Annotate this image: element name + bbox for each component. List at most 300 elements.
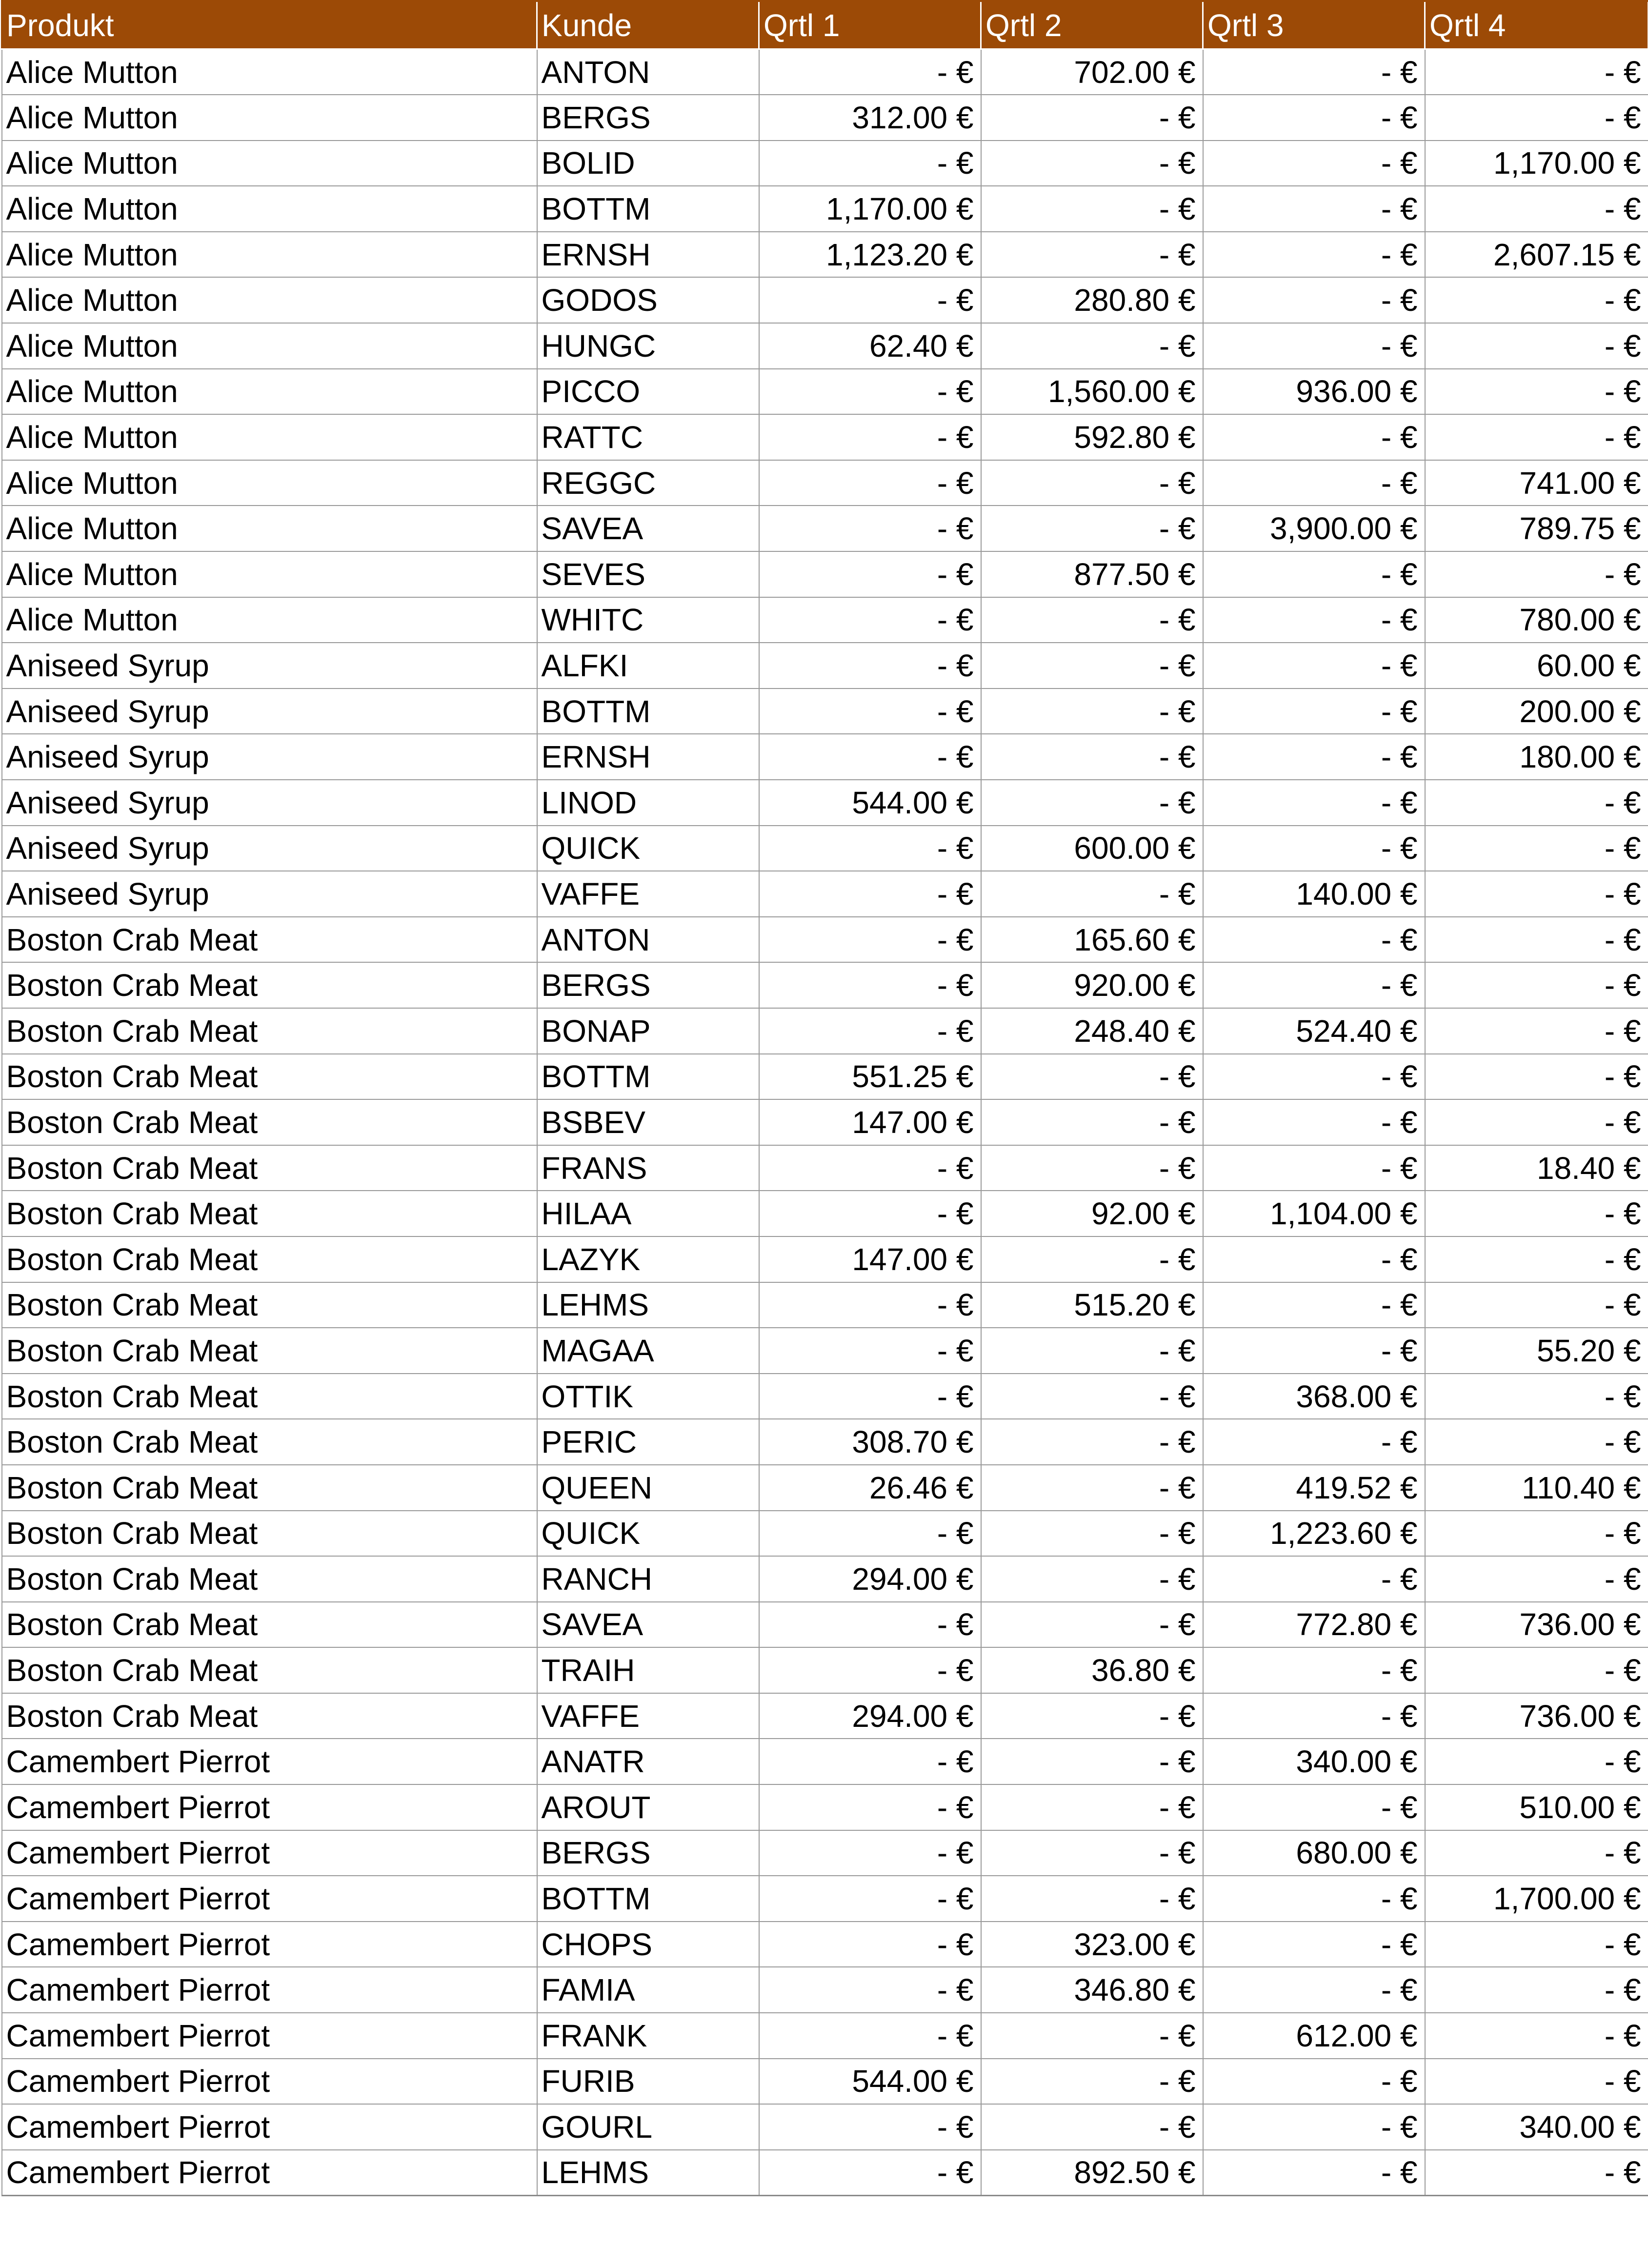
column-header-produkt[interactable]: Produkt — [2, 1, 537, 49]
cell-produkt[interactable]: Alice Mutton — [2, 597, 537, 643]
cell-qrtl-3[interactable]: - € — [1203, 2104, 1425, 2150]
cell-qrtl-2[interactable]: - € — [981, 1693, 1203, 1739]
cell-qrtl-3[interactable]: 140.00 € — [1203, 871, 1425, 917]
cell-produkt[interactable]: Boston Crab Meat — [2, 1328, 537, 1374]
cell-qrtl-1[interactable]: 544.00 € — [759, 780, 981, 826]
cell-qrtl-3[interactable]: - € — [1203, 2059, 1425, 2105]
cell-kunde[interactable]: PICCO — [537, 369, 759, 415]
cell-qrtl-4[interactable]: - € — [1425, 1008, 1648, 1054]
cell-qrtl-4[interactable]: - € — [1425, 826, 1648, 871]
cell-qrtl-1[interactable]: - € — [759, 1830, 981, 1876]
cell-qrtl-1[interactable]: - € — [759, 1876, 981, 1922]
cell-qrtl-2[interactable]: - € — [981, 141, 1203, 186]
cell-qrtl-1[interactable]: 26.46 € — [759, 1465, 981, 1511]
cell-produkt[interactable]: Boston Crab Meat — [2, 1602, 537, 1648]
cell-kunde[interactable]: LAZYK — [537, 1236, 759, 1282]
cell-kunde[interactable]: BERGS — [537, 95, 759, 141]
cell-qrtl-4[interactable]: 55.20 € — [1425, 1328, 1648, 1374]
cell-qrtl-2[interactable]: - € — [981, 1784, 1203, 1830]
cell-qrtl-2[interactable]: - € — [981, 1739, 1203, 1784]
cell-qrtl-4[interactable]: 180.00 € — [1425, 734, 1648, 780]
cell-produkt[interactable]: Boston Crab Meat — [2, 1282, 537, 1328]
cell-produkt[interactable]: Camembert Pierrot — [2, 2059, 537, 2105]
cell-kunde[interactable]: ANTON — [537, 49, 759, 95]
cell-produkt[interactable]: Camembert Pierrot — [2, 2013, 537, 2059]
cell-qrtl-2[interactable]: - € — [981, 643, 1203, 688]
cell-qrtl-2[interactable]: - € — [981, 186, 1203, 232]
cell-qrtl-4[interactable]: 741.00 € — [1425, 460, 1648, 506]
cell-kunde[interactable]: BONAP — [537, 1008, 759, 1054]
cell-qrtl-2[interactable]: 892.50 € — [981, 2150, 1203, 2196]
cell-qrtl-3[interactable]: - € — [1203, 1145, 1425, 1191]
cell-qrtl-3[interactable]: - € — [1203, 1054, 1425, 1100]
cell-qrtl-2[interactable]: 592.80 € — [981, 414, 1203, 460]
cell-qrtl-2[interactable]: - € — [981, 460, 1203, 506]
column-header-qrtl-2[interactable]: Qrtl 2 — [981, 1, 1203, 49]
cell-qrtl-2[interactable]: 36.80 € — [981, 1647, 1203, 1693]
cell-produkt[interactable]: Aniseed Syrup — [2, 643, 537, 688]
cell-qrtl-2[interactable]: - € — [981, 1876, 1203, 1922]
cell-qrtl-2[interactable]: - € — [981, 1830, 1203, 1876]
cell-qrtl-2[interactable]: - € — [981, 232, 1203, 278]
cell-kunde[interactable]: ANATR — [537, 1739, 759, 1784]
cell-qrtl-4[interactable]: 200.00 € — [1425, 688, 1648, 734]
cell-qrtl-4[interactable]: 780.00 € — [1425, 597, 1648, 643]
cell-qrtl-1[interactable]: - € — [759, 506, 981, 551]
cell-qrtl-1[interactable]: - € — [759, 369, 981, 415]
cell-qrtl-1[interactable]: 312.00 € — [759, 95, 981, 141]
cell-qrtl-2[interactable]: - € — [981, 506, 1203, 551]
cell-qrtl-4[interactable]: - € — [1425, 1922, 1648, 1967]
cell-qrtl-4[interactable]: - € — [1425, 871, 1648, 917]
cell-produkt[interactable]: Alice Mutton — [2, 551, 537, 597]
cell-qrtl-2[interactable]: - € — [981, 1099, 1203, 1145]
cell-kunde[interactable]: SAVEA — [537, 506, 759, 551]
cell-kunde[interactable]: ALFKI — [537, 643, 759, 688]
cell-produkt[interactable]: Boston Crab Meat — [2, 917, 537, 963]
table-row — [2, 688, 1648, 734]
cell-qrtl-1[interactable]: - € — [759, 460, 981, 506]
cell-kunde[interactable]: BSBEV — [537, 1099, 759, 1145]
cell-qrtl-3[interactable]: - € — [1203, 2150, 1425, 2196]
cell-qrtl-4[interactable]: - € — [1425, 1191, 1648, 1236]
cell-produkt[interactable]: Boston Crab Meat — [2, 1099, 537, 1145]
cell-qrtl-4[interactable]: - € — [1425, 323, 1648, 369]
cell-produkt[interactable]: Camembert Pierrot — [2, 2150, 537, 2196]
cell-qrtl-3[interactable]: - € — [1203, 962, 1425, 1008]
cell-qrtl-2[interactable]: - € — [981, 1602, 1203, 1648]
cell-qrtl-3[interactable]: - € — [1203, 460, 1425, 506]
cell-produkt[interactable]: Boston Crab Meat — [2, 1419, 537, 1465]
cell-qrtl-1[interactable]: 147.00 € — [759, 1099, 981, 1145]
cell-qrtl-4[interactable]: - € — [1425, 186, 1648, 232]
cell-qrtl-2[interactable]: 323.00 € — [981, 1922, 1203, 1967]
cell-qrtl-3[interactable]: - € — [1203, 414, 1425, 460]
cell-qrtl-1[interactable]: - € — [759, 1145, 981, 1191]
column-header-kunde[interactable]: Kunde — [537, 1, 759, 49]
cell-qrtl-1[interactable]: - € — [759, 643, 981, 688]
cell-qrtl-2[interactable]: - € — [981, 2013, 1203, 2059]
cell-qrtl-4[interactable]: - € — [1425, 1739, 1648, 1784]
cell-produkt[interactable]: Camembert Pierrot — [2, 1922, 537, 1967]
header-row — [2, 1, 1648, 49]
cell-qrtl-3[interactable]: - € — [1203, 141, 1425, 186]
cell-qrtl-3[interactable]: - € — [1203, 277, 1425, 323]
cell-kunde[interactable]: BERGS — [537, 1830, 759, 1876]
cell-qrtl-2[interactable]: 515.20 € — [981, 1282, 1203, 1328]
cell-qrtl-4[interactable]: 736.00 € — [1425, 1693, 1648, 1739]
cell-qrtl-1[interactable]: 62.40 € — [759, 323, 981, 369]
cell-produkt[interactable]: Boston Crab Meat — [2, 1511, 537, 1557]
cell-qrtl-2[interactable]: 346.80 € — [981, 1967, 1203, 2013]
cell-produkt[interactable]: Alice Mutton — [2, 277, 537, 323]
cell-qrtl-1[interactable]: - € — [759, 734, 981, 780]
table-row — [2, 1693, 1648, 1739]
cell-qrtl-3[interactable]: - € — [1203, 1282, 1425, 1328]
cell-qrtl-3[interactable]: - € — [1203, 551, 1425, 597]
cell-qrtl-4[interactable]: - € — [1425, 1054, 1648, 1100]
table-row — [2, 1374, 1648, 1419]
table-row — [2, 780, 1648, 826]
cell-qrtl-2[interactable]: - € — [981, 1511, 1203, 1557]
cell-produkt[interactable]: Aniseed Syrup — [2, 734, 537, 780]
cell-kunde[interactable]: HUNGC — [537, 323, 759, 369]
cell-qrtl-3[interactable]: - € — [1203, 232, 1425, 278]
cell-qrtl-2[interactable]: - € — [981, 734, 1203, 780]
cell-produkt[interactable]: Boston Crab Meat — [2, 1556, 537, 1602]
cell-qrtl-3[interactable]: - € — [1203, 95, 1425, 141]
cell-qrtl-4[interactable]: - € — [1425, 551, 1648, 597]
cell-kunde[interactable]: REGGC — [537, 460, 759, 506]
cell-qrtl-2[interactable]: - € — [981, 1465, 1203, 1511]
cell-kunde[interactable]: ERNSH — [537, 232, 759, 278]
cell-qrtl-2[interactable]: - € — [981, 2059, 1203, 2105]
cell-qrtl-2[interactable]: - € — [981, 1374, 1203, 1419]
table-row — [2, 1236, 1648, 1282]
cell-qrtl-2[interactable]: 1,560.00 € — [981, 369, 1203, 415]
cell-kunde[interactable]: ERNSH — [537, 734, 759, 780]
cell-qrtl-2[interactable]: - € — [981, 780, 1203, 826]
cell-kunde[interactable]: LEHMS — [537, 1282, 759, 1328]
cell-qrtl-4[interactable]: - € — [1425, 1236, 1648, 1282]
cell-produkt[interactable]: Camembert Pierrot — [2, 1967, 537, 2013]
cell-produkt[interactable]: Aniseed Syrup — [2, 780, 537, 826]
cell-kunde[interactable]: LINOD — [537, 780, 759, 826]
cell-kunde[interactable]: VAFFE — [537, 1693, 759, 1739]
cell-qrtl-3[interactable]: - € — [1203, 1693, 1425, 1739]
cell-qrtl-3[interactable]: - € — [1203, 1328, 1425, 1374]
cell-qrtl-1[interactable]: - € — [759, 1784, 981, 1830]
cell-qrtl-2[interactable]: - € — [981, 95, 1203, 141]
cell-kunde[interactable]: FAMIA — [537, 1967, 759, 2013]
cell-kunde[interactable]: BERGS — [537, 962, 759, 1008]
table-row — [2, 1282, 1648, 1328]
cell-qrtl-3[interactable]: - € — [1203, 323, 1425, 369]
cell-qrtl-4[interactable]: 340.00 € — [1425, 2104, 1648, 2150]
cell-qrtl-4[interactable]: - € — [1425, 369, 1648, 415]
cell-kunde[interactable]: BOTTM — [537, 1876, 759, 1922]
cell-produkt[interactable]: Boston Crab Meat — [2, 1145, 537, 1191]
cell-qrtl-4[interactable]: - € — [1425, 1374, 1648, 1419]
table-row — [2, 95, 1648, 141]
cell-kunde[interactable]: MAGAA — [537, 1328, 759, 1374]
cell-qrtl-1[interactable]: - € — [759, 1922, 981, 1967]
cell-kunde[interactable]: BOTTM — [537, 186, 759, 232]
cell-qrtl-4[interactable]: 789.75 € — [1425, 506, 1648, 551]
cell-qrtl-4[interactable]: - € — [1425, 917, 1648, 963]
cell-qrtl-3[interactable]: 680.00 € — [1203, 1830, 1425, 1876]
cell-qrtl-3[interactable]: 340.00 € — [1203, 1739, 1425, 1784]
cell-kunde[interactable]: AROUT — [537, 1784, 759, 1830]
cell-produkt[interactable]: Boston Crab Meat — [2, 1374, 537, 1419]
cell-produkt[interactable]: Alice Mutton — [2, 323, 537, 369]
cell-kunde[interactable]: LEHMS — [537, 2150, 759, 2196]
column-header-qrtl-1[interactable]: Qrtl 1 — [759, 1, 981, 49]
cell-qrtl-4[interactable]: - € — [1425, 1419, 1648, 1465]
cell-qrtl-2[interactable]: - € — [981, 688, 1203, 734]
cell-qrtl-2[interactable]: - € — [981, 2104, 1203, 2150]
cell-qrtl-3[interactable]: - € — [1203, 826, 1425, 871]
cell-kunde[interactable]: GODOS — [537, 277, 759, 323]
cell-qrtl-3[interactable]: 3,900.00 € — [1203, 506, 1425, 551]
cell-kunde[interactable]: WHITC — [537, 597, 759, 643]
cell-qrtl-3[interactable]: - € — [1203, 1922, 1425, 1967]
cell-qrtl-4[interactable]: - € — [1425, 277, 1648, 323]
cell-qrtl-2[interactable]: - € — [981, 323, 1203, 369]
cell-kunde[interactable]: SAVEA — [537, 1602, 759, 1648]
cell-produkt[interactable]: Alice Mutton — [2, 369, 537, 415]
cell-qrtl-4[interactable]: - € — [1425, 2013, 1648, 2059]
cell-produkt[interactable]: Aniseed Syrup — [2, 871, 537, 917]
cell-qrtl-1[interactable]: - € — [759, 962, 981, 1008]
column-header-qrtl-3[interactable]: Qrtl 3 — [1203, 1, 1425, 49]
cell-produkt[interactable]: Alice Mutton — [2, 460, 537, 506]
cell-kunde[interactable]: BOTTM — [537, 688, 759, 734]
cell-kunde[interactable]: BOTTM — [537, 1054, 759, 1100]
table-row — [2, 597, 1648, 643]
cell-kunde[interactable]: QUEEN — [537, 1465, 759, 1511]
cell-qrtl-3[interactable]: - € — [1203, 917, 1425, 963]
cell-kunde[interactable]: QUICK — [537, 826, 759, 871]
cell-produkt[interactable]: Alice Mutton — [2, 95, 537, 141]
cell-produkt[interactable]: Boston Crab Meat — [2, 962, 537, 1008]
cell-produkt[interactable]: Alice Mutton — [2, 141, 537, 186]
cell-qrtl-4[interactable]: 110.40 € — [1425, 1465, 1648, 1511]
cell-qrtl-4[interactable]: 18.40 € — [1425, 1145, 1648, 1191]
table-row — [2, 323, 1648, 369]
cell-qrtl-1[interactable]: - € — [759, 688, 981, 734]
cell-qrtl-3[interactable]: 612.00 € — [1203, 2013, 1425, 2059]
cell-qrtl-2[interactable]: - € — [981, 1236, 1203, 1282]
cell-kunde[interactable]: QUICK — [537, 1511, 759, 1557]
cell-qrtl-1[interactable]: - € — [759, 414, 981, 460]
cell-qrtl-2[interactable]: - € — [981, 871, 1203, 917]
cell-produkt[interactable]: Camembert Pierrot — [2, 2104, 537, 2150]
cell-qrtl-4[interactable]: - € — [1425, 780, 1648, 826]
cell-qrtl-4[interactable]: 510.00 € — [1425, 1784, 1648, 1830]
cell-kunde[interactable]: TRAIH — [537, 1647, 759, 1693]
cell-qrtl-1[interactable]: - € — [759, 917, 981, 963]
cell-qrtl-1[interactable]: 294.00 € — [759, 1556, 981, 1602]
cell-qrtl-4[interactable]: - € — [1425, 1556, 1648, 1602]
cell-qrtl-3[interactable]: - € — [1203, 688, 1425, 734]
table-row — [2, 551, 1648, 597]
cell-qrtl-2[interactable]: - € — [981, 1054, 1203, 1100]
cell-qrtl-2[interactable]: - € — [981, 1556, 1203, 1602]
cell-qrtl-1[interactable]: - € — [759, 1328, 981, 1374]
cell-qrtl-1[interactable]: - € — [759, 141, 981, 186]
cell-qrtl-3[interactable]: 419.52 € — [1203, 1465, 1425, 1511]
cell-produkt[interactable]: Camembert Pierrot — [2, 1784, 537, 1830]
cell-qrtl-1[interactable]: - € — [759, 1647, 981, 1693]
cell-qrtl-1[interactable]: 1,123.20 € — [759, 232, 981, 278]
cell-qrtl-3[interactable]: 524.40 € — [1203, 1008, 1425, 1054]
cell-produkt[interactable]: Camembert Pierrot — [2, 1876, 537, 1922]
cell-qrtl-1[interactable]: - € — [759, 2150, 981, 2196]
cell-qrtl-3[interactable]: - € — [1203, 1419, 1425, 1465]
cell-qrtl-1[interactable]: - € — [759, 597, 981, 643]
cell-qrtl-2[interactable]: 248.40 € — [981, 1008, 1203, 1054]
cell-qrtl-4[interactable]: - € — [1425, 1099, 1648, 1145]
cell-qrtl-2[interactable]: 165.60 € — [981, 917, 1203, 963]
cell-qrtl-3[interactable]: 1,223.60 € — [1203, 1511, 1425, 1557]
cell-produkt[interactable]: Boston Crab Meat — [2, 1647, 537, 1693]
cell-qrtl-1[interactable]: - € — [759, 1191, 981, 1236]
cell-qrtl-4[interactable]: - € — [1425, 1511, 1648, 1557]
cell-kunde[interactable]: HILAA — [537, 1191, 759, 1236]
cell-produkt[interactable]: Alice Mutton — [2, 414, 537, 460]
cell-qrtl-1[interactable]: 308.70 € — [759, 1419, 981, 1465]
cell-qrtl-1[interactable]: - € — [759, 1008, 981, 1054]
cell-qrtl-1[interactable]: - € — [759, 2013, 981, 2059]
cell-kunde[interactable]: OTTIK — [537, 1374, 759, 1419]
cell-qrtl-1[interactable]: - € — [759, 1511, 981, 1557]
cell-qrtl-1[interactable]: 294.00 € — [759, 1693, 981, 1739]
cell-qrtl-4[interactable]: - € — [1425, 2059, 1648, 2105]
cell-qrtl-3[interactable]: - € — [1203, 734, 1425, 780]
cell-produkt[interactable]: Boston Crab Meat — [2, 1693, 537, 1739]
cell-qrtl-1[interactable]: - € — [759, 826, 981, 871]
cell-qrtl-3[interactable]: - € — [1203, 597, 1425, 643]
cell-qrtl-1[interactable]: - € — [759, 1602, 981, 1648]
cell-qrtl-1[interactable]: - € — [759, 1739, 981, 1784]
cell-qrtl-4[interactable]: - € — [1425, 414, 1648, 460]
cell-qrtl-1[interactable]: - € — [759, 1282, 981, 1328]
cell-qrtl-3[interactable]: - € — [1203, 1647, 1425, 1693]
cell-qrtl-3[interactable]: - € — [1203, 1556, 1425, 1602]
cell-produkt[interactable]: Boston Crab Meat — [2, 1054, 537, 1100]
cell-qrtl-3[interactable]: - € — [1203, 1876, 1425, 1922]
cell-qrtl-4[interactable]: - € — [1425, 1967, 1648, 2013]
cell-produkt[interactable]: Boston Crab Meat — [2, 1008, 537, 1054]
cell-kunde[interactable]: BOLID — [537, 141, 759, 186]
cell-kunde[interactable]: FRANK — [537, 2013, 759, 2059]
cell-qrtl-1[interactable]: - € — [759, 551, 981, 597]
cell-qrtl-2[interactable]: 877.50 € — [981, 551, 1203, 597]
cell-qrtl-1[interactable]: - € — [759, 277, 981, 323]
cell-qrtl-1[interactable]: 551.25 € — [759, 1054, 981, 1100]
cell-qrtl-4[interactable]: 736.00 € — [1425, 1602, 1648, 1648]
cell-qrtl-4[interactable]: 1,170.00 € — [1425, 141, 1648, 186]
cell-qrtl-4[interactable]: - € — [1425, 1647, 1648, 1693]
cell-qrtl-3[interactable]: - € — [1203, 1236, 1425, 1282]
cell-qrtl-3[interactable]: - € — [1203, 643, 1425, 688]
cell-kunde[interactable]: GOURL — [537, 2104, 759, 2150]
cell-kunde[interactable]: PERIC — [537, 1419, 759, 1465]
cell-qrtl-3[interactable]: - € — [1203, 49, 1425, 95]
cell-qrtl-2[interactable]: 280.80 € — [981, 277, 1203, 323]
cell-qrtl-3[interactable]: 368.00 € — [1203, 1374, 1425, 1419]
cell-kunde[interactable]: VAFFE — [537, 871, 759, 917]
cell-produkt[interactable]: Alice Mutton — [2, 186, 537, 232]
cell-qrtl-2[interactable]: - € — [981, 1328, 1203, 1374]
cell-qrtl-3[interactable]: 772.80 € — [1203, 1602, 1425, 1648]
cell-kunde[interactable]: SEVES — [537, 551, 759, 597]
cell-produkt[interactable]: Boston Crab Meat — [2, 1465, 537, 1511]
cell-qrtl-4[interactable]: - € — [1425, 962, 1648, 1008]
cell-qrtl-3[interactable]: - € — [1203, 1784, 1425, 1830]
cell-produkt[interactable]: Boston Crab Meat — [2, 1236, 537, 1282]
cell-qrtl-4[interactable]: 60.00 € — [1425, 643, 1648, 688]
cell-qrtl-2[interactable]: 920.00 € — [981, 962, 1203, 1008]
cell-qrtl-1[interactable]: - € — [759, 49, 981, 95]
cell-qrtl-4[interactable]: 2,607.15 € — [1425, 232, 1648, 278]
cell-qrtl-2[interactable]: 92.00 € — [981, 1191, 1203, 1236]
cell-qrtl-2[interactable]: - € — [981, 597, 1203, 643]
cell-qrtl-1[interactable]: - € — [759, 871, 981, 917]
column-header-qrtl-4[interactable]: Qrtl 4 — [1425, 1, 1648, 49]
cell-qrtl-1[interactable]: 1,170.00 € — [759, 186, 981, 232]
cell-qrtl-4[interactable]: - € — [1425, 49, 1648, 95]
cell-qrtl-4[interactable]: - € — [1425, 1830, 1648, 1876]
cell-qrtl-3[interactable]: - € — [1203, 780, 1425, 826]
cell-qrtl-4[interactable]: - € — [1425, 2150, 1648, 2196]
cell-qrtl-1[interactable]: - € — [759, 1374, 981, 1419]
cell-qrtl-1[interactable]: - € — [759, 2104, 981, 2150]
cell-qrtl-2[interactable]: 600.00 € — [981, 826, 1203, 871]
cell-qrtl-1[interactable]: 147.00 € — [759, 1236, 981, 1282]
cell-kunde[interactable]: FRANS — [537, 1145, 759, 1191]
cell-kunde[interactable]: ANTON — [537, 917, 759, 963]
cell-kunde[interactable]: CHOPS — [537, 1922, 759, 1967]
cell-kunde[interactable]: RANCH — [537, 1556, 759, 1602]
cell-produkt[interactable]: Camembert Pierrot — [2, 1830, 537, 1876]
cell-kunde[interactable]: RATTC — [537, 414, 759, 460]
cell-qrtl-4[interactable]: - € — [1425, 1282, 1648, 1328]
cell-qrtl-3[interactable]: - € — [1203, 1967, 1425, 2013]
cell-produkt[interactable]: Boston Crab Meat — [2, 1191, 537, 1236]
cell-qrtl-2[interactable]: - € — [981, 1145, 1203, 1191]
cell-qrtl-3[interactable]: 936.00 € — [1203, 369, 1425, 415]
cell-produkt[interactable]: Alice Mutton — [2, 232, 537, 278]
cell-qrtl-3[interactable]: - € — [1203, 1099, 1425, 1145]
cell-qrtl-3[interactable]: - € — [1203, 186, 1425, 232]
cell-qrtl-4[interactable]: - € — [1425, 95, 1648, 141]
cell-qrtl-2[interactable]: 702.00 € — [981, 49, 1203, 95]
cell-produkt[interactable]: Camembert Pierrot — [2, 1739, 537, 1784]
cell-qrtl-1[interactable]: - € — [759, 1967, 981, 2013]
cell-qrtl-3[interactable]: 1,104.00 € — [1203, 1191, 1425, 1236]
table-row — [2, 1419, 1648, 1465]
cell-qrtl-1[interactable]: 544.00 € — [759, 2059, 981, 2105]
cell-produkt[interactable]: Aniseed Syrup — [2, 688, 537, 734]
cell-qrtl-4[interactable]: 1,700.00 € — [1425, 1876, 1648, 1922]
cell-produkt[interactable]: Aniseed Syrup — [2, 826, 537, 871]
cell-produkt[interactable]: Alice Mutton — [2, 506, 537, 551]
cell-kunde[interactable]: FURIB — [537, 2059, 759, 2105]
cell-produkt[interactable]: Alice Mutton — [2, 49, 537, 95]
cell-qrtl-2[interactable]: - € — [981, 1419, 1203, 1465]
